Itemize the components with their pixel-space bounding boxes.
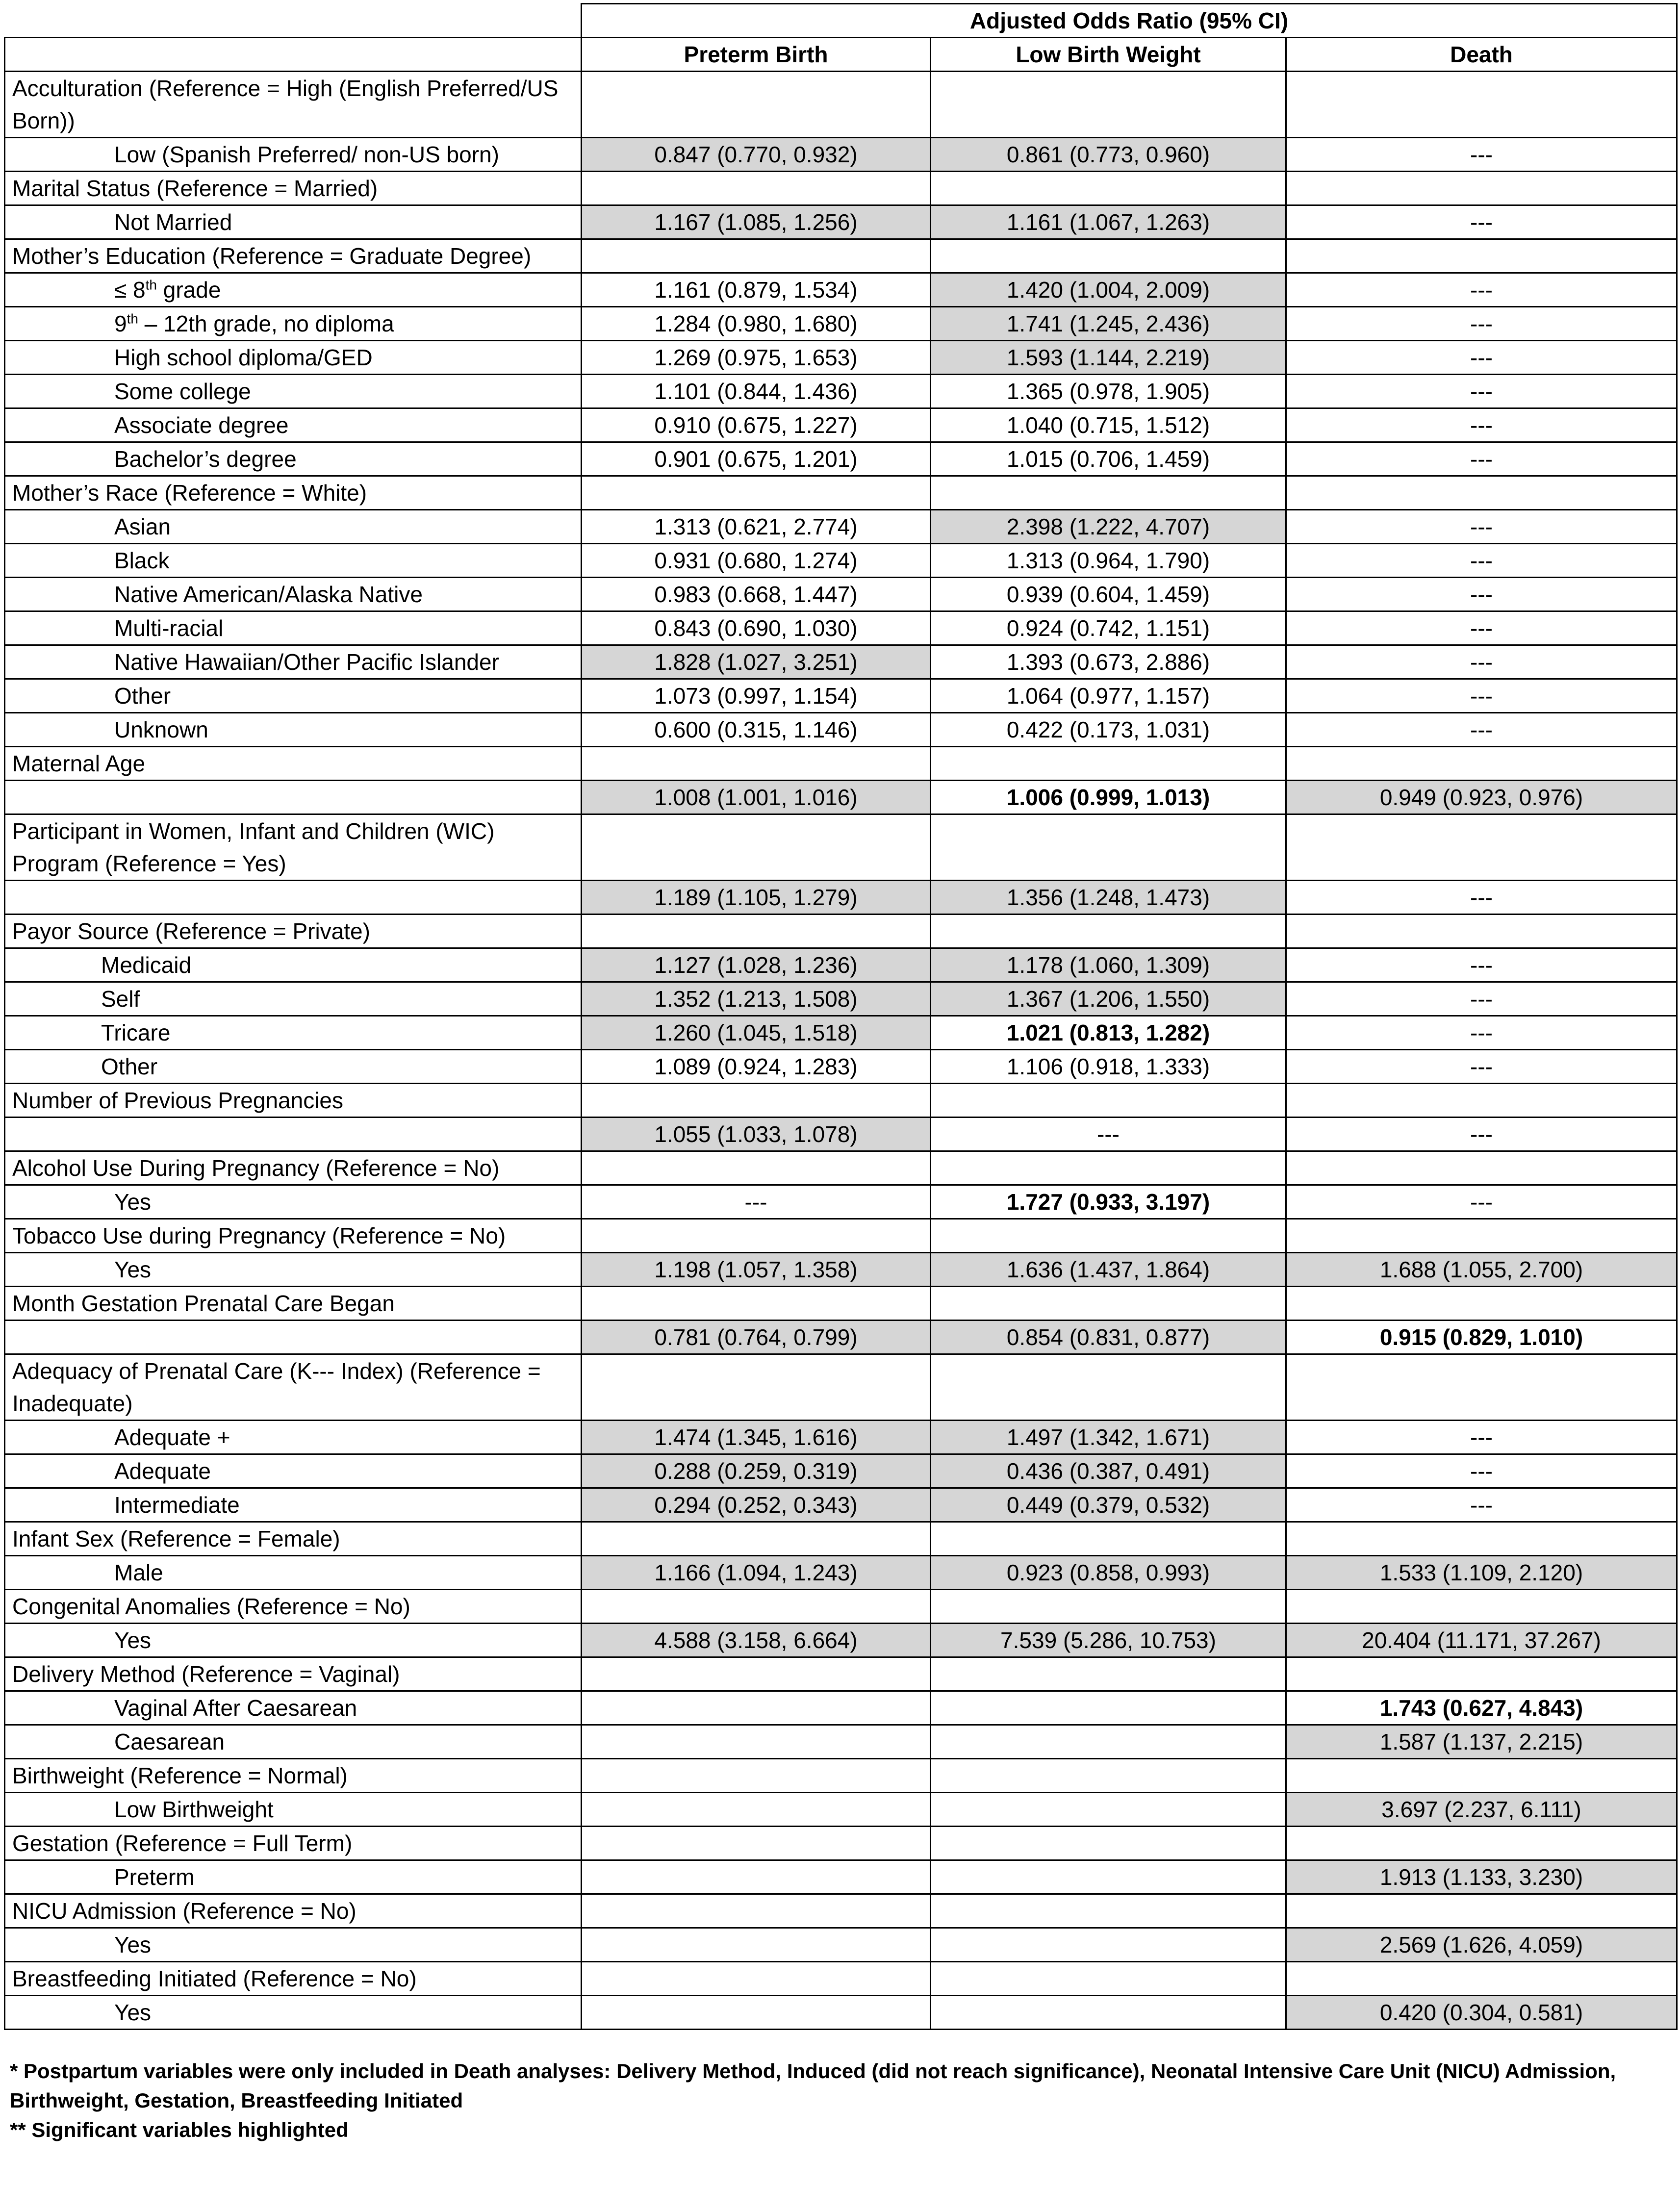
preterm-birth-value: 1.198 (1.057, 1.358): [582, 1253, 931, 1287]
table-row: [5, 1691, 1677, 1725]
low-birth-weight-value: [931, 1996, 1286, 2030]
variable-label: Other: [5, 1050, 582, 1084]
preterm-birth-value: [582, 476, 931, 510]
category-row: [5, 1354, 1677, 1421]
low-birth-weight-value: 1.178 (1.060, 1.309): [931, 948, 1286, 982]
death-value: ---: [1286, 1488, 1677, 1522]
low-birth-weight-value: [931, 1287, 1286, 1321]
death-value: [1286, 72, 1677, 138]
variable-label: Asian: [5, 510, 582, 544]
table-row: [5, 375, 1677, 408]
variable-label: Yes: [5, 1253, 582, 1287]
death-value: ---: [1286, 1421, 1677, 1454]
variable-label: [5, 1321, 582, 1354]
low-birth-weight-value: [931, 239, 1286, 273]
death-value: ---: [1286, 1050, 1677, 1084]
category-row: [5, 1522, 1677, 1556]
category-row: [5, 1287, 1677, 1321]
low-birth-weight-value: [931, 1793, 1286, 1827]
low-birth-weight-value: [931, 72, 1286, 138]
death-value: ---: [1286, 578, 1677, 611]
variable-label: Unknown: [5, 713, 582, 747]
header-group-row: [5, 4, 1677, 38]
preterm-birth-value: 1.189 (1.105, 1.279): [582, 881, 931, 915]
table-row: [5, 781, 1677, 814]
death-value: 1.913 (1.133, 3.230): [1286, 1860, 1677, 1894]
variable-label: Black: [5, 544, 582, 578]
preterm-birth-value: 1.161 (0.879, 1.534): [582, 273, 931, 307]
preterm-birth-value: [582, 239, 931, 273]
category-row: [5, 1827, 1677, 1860]
preterm-birth-value: 1.269 (0.975, 1.653): [582, 341, 931, 375]
low-birth-weight-value: 1.497 (1.342, 1.671): [931, 1421, 1286, 1454]
table-row: [5, 1253, 1677, 1287]
low-birth-weight-value: [931, 172, 1286, 205]
variable-label-tail: grade: [156, 277, 221, 303]
preterm-birth-value: 0.781 (0.764, 0.799): [582, 1321, 931, 1354]
low-birth-weight-value: 0.924 (0.742, 1.151): [931, 611, 1286, 645]
variable-label-text: 9: [114, 311, 127, 336]
category-row: [5, 1219, 1677, 1253]
preterm-birth-value: 1.089 (0.924, 1.283): [582, 1050, 931, 1084]
low-birth-weight-value: [931, 1725, 1286, 1759]
low-birth-weight-value: [931, 476, 1286, 510]
note-significance: ** Significant variables highlighted: [10, 2118, 349, 2141]
table-row: [5, 679, 1677, 713]
variable-label: Self: [5, 982, 582, 1016]
preterm-birth-value: 0.901 (0.675, 1.201): [582, 442, 931, 476]
variable-label-text: ≤ 8: [114, 277, 146, 303]
table-row: [5, 1016, 1677, 1050]
odds-ratio-table: [4, 3, 1678, 2030]
header-death: Death: [1286, 38, 1677, 72]
preterm-birth-value: 0.294 (0.252, 0.343): [582, 1488, 931, 1522]
variable-label-superscript: th: [127, 311, 138, 327]
variable-label: Caesarean: [5, 1725, 582, 1759]
table-row: [5, 273, 1677, 307]
category-row: [5, 1962, 1677, 1996]
table-row: [5, 1556, 1677, 1590]
preterm-birth-value: 1.127 (1.028, 1.236): [582, 948, 931, 982]
variable-label: High school diploma/GED: [5, 341, 582, 375]
preterm-birth-value: [582, 1725, 931, 1759]
note-postpartum: * Postpartum variables were only included in Death analyses: Delivery Method, Induced (did not reach significance), Neonatal Intensive Care Unit (NICU) Admission,: [10, 2059, 1616, 2083]
category-label: Maternal Age: [5, 747, 582, 781]
preterm-birth-value: [582, 814, 931, 881]
death-value: 1.587 (1.137, 2.215): [1286, 1725, 1677, 1759]
header-blank-cell: [5, 4, 582, 38]
low-birth-weight-value: 1.593 (1.144, 2.219): [931, 341, 1286, 375]
variable-label: Native American/Alaska Native: [5, 578, 582, 611]
preterm-birth-value: [582, 1590, 931, 1624]
category-row: [5, 1657, 1677, 1691]
preterm-birth-value: ---: [582, 1185, 931, 1219]
low-birth-weight-value: [931, 1962, 1286, 1996]
death-value: ---: [1286, 442, 1677, 476]
variable-label: [5, 881, 582, 915]
preterm-birth-value: [582, 1759, 931, 1793]
category-label: Delivery Method (Reference = Vaginal): [5, 1657, 582, 1691]
variable-label: Yes: [5, 1928, 582, 1962]
low-birth-weight-value: [931, 1860, 1286, 1894]
table-body: [5, 72, 1677, 2030]
category-row: [5, 1894, 1677, 1928]
preterm-birth-value: [582, 1691, 931, 1725]
low-birth-weight-value: 0.854 (0.831, 0.877): [931, 1321, 1286, 1354]
table-row: [5, 578, 1677, 611]
low-birth-weight-value: 0.422 (0.173, 1.031): [931, 713, 1286, 747]
variable-label: Vaginal After Caesarean: [5, 1691, 582, 1725]
table-row: [5, 510, 1677, 544]
preterm-birth-value: 1.167 (1.085, 1.256): [582, 205, 931, 239]
table-row: [5, 1050, 1677, 1084]
table-row: [5, 1725, 1677, 1759]
preterm-birth-value: 0.843 (0.690, 1.030): [582, 611, 931, 645]
preterm-birth-value: [582, 1657, 931, 1691]
low-birth-weight-value: 1.365 (0.978, 1.905): [931, 375, 1286, 408]
low-birth-weight-value: [931, 1827, 1286, 1860]
death-value: ---: [1286, 611, 1677, 645]
table-row: [5, 1624, 1677, 1657]
low-birth-weight-value: [931, 1522, 1286, 1556]
death-value: [1286, 1759, 1677, 1793]
table-row: [5, 645, 1677, 679]
variable-label: Native Hawaiian/Other Pacific Islander: [5, 645, 582, 679]
header-low-birth-weight: Low Birth Weight: [931, 38, 1286, 72]
death-value: [1286, 1151, 1677, 1185]
header-group-label: Adjusted Odds Ratio (95% CI): [582, 4, 1677, 38]
death-value: ---: [1286, 982, 1677, 1016]
table-row: [5, 307, 1677, 341]
table-row: [5, 1321, 1677, 1354]
death-value: [1286, 747, 1677, 781]
category-row: [5, 747, 1677, 781]
variable-label: [5, 781, 582, 814]
low-birth-weight-value: 1.040 (0.715, 1.512): [931, 408, 1286, 442]
variable-label: Intermediate: [5, 1488, 582, 1522]
low-birth-weight-value: 1.356 (1.248, 1.473): [931, 881, 1286, 915]
table-row: [5, 713, 1677, 747]
death-value: 0.949 (0.923, 0.976): [1286, 781, 1677, 814]
death-value: 1.688 (1.055, 2.700): [1286, 1253, 1677, 1287]
preterm-birth-value: 1.008 (1.001, 1.016): [582, 781, 931, 814]
death-value: ---: [1286, 881, 1677, 915]
low-birth-weight-value: [931, 1691, 1286, 1725]
preterm-birth-value: 0.600 (0.315, 1.146): [582, 713, 931, 747]
header-variable-cell: [5, 38, 582, 72]
preterm-birth-value: [582, 1522, 931, 1556]
low-birth-weight-value: [931, 747, 1286, 781]
preterm-birth-value: 0.983 (0.668, 1.447): [582, 578, 931, 611]
death-value: 1.533 (1.109, 2.120): [1286, 1556, 1677, 1590]
table-row: [5, 442, 1677, 476]
category-label: Acculturation (Reference = High (English Preferred/US Born)): [5, 72, 582, 138]
preterm-birth-value: [582, 1287, 931, 1321]
death-value: [1286, 1827, 1677, 1860]
death-value: 0.915 (0.829, 1.010): [1286, 1321, 1677, 1354]
low-birth-weight-value: 1.006 (0.999, 1.013): [931, 781, 1286, 814]
low-birth-weight-value: 0.939 (0.604, 1.459): [931, 578, 1286, 611]
low-birth-weight-value: 1.420 (1.004, 2.009): [931, 273, 1286, 307]
low-birth-weight-value: 1.393 (0.673, 2.886): [931, 645, 1286, 679]
category-label: Alcohol Use During Pregnancy (Reference = No): [5, 1151, 582, 1185]
preterm-birth-value: [582, 172, 931, 205]
table-row: [5, 205, 1677, 239]
preterm-birth-value: 1.055 (1.033, 1.078): [582, 1118, 931, 1151]
death-value: [1286, 1287, 1677, 1321]
preterm-birth-value: 1.101 (0.844, 1.436): [582, 375, 931, 408]
variable-label: Low (Spanish Preferred/ non-US born): [5, 138, 582, 172]
preterm-birth-value: [582, 1928, 931, 1962]
category-label: Adequacy of Prenatal Care (K--- Index) (Reference = Inadequate): [5, 1354, 582, 1421]
death-value: ---: [1286, 1185, 1677, 1219]
variable-label-superscript: th: [145, 277, 157, 293]
low-birth-weight-value: 1.015 (0.706, 1.459): [931, 442, 1286, 476]
death-value: 2.569 (1.626, 4.059): [1286, 1928, 1677, 1962]
low-birth-weight-value: 1.636 (1.437, 1.864): [931, 1253, 1286, 1287]
low-birth-weight-value: 0.449 (0.379, 0.532): [931, 1488, 1286, 1522]
category-label: Marital Status (Reference = Married): [5, 172, 582, 205]
table-row: [5, 881, 1677, 915]
variable-label: Adequate: [5, 1454, 582, 1488]
low-birth-weight-value: 2.398 (1.222, 4.707): [931, 510, 1286, 544]
preterm-birth-value: [582, 1996, 931, 2030]
death-value: [1286, 1354, 1677, 1421]
low-birth-weight-value: 1.367 (1.206, 1.550): [931, 982, 1286, 1016]
header-preterm-birth: Preterm Birth: [582, 38, 931, 72]
variable-label-tail: – 12th grade, no diploma: [138, 311, 394, 336]
preterm-birth-value: [582, 915, 931, 948]
death-value: 20.404 (11.171, 37.267): [1286, 1624, 1677, 1657]
table-notes: [10, 2057, 1667, 2145]
preterm-birth-value: 1.352 (1.213, 1.508): [582, 982, 931, 1016]
category-label: Number of Previous Pregnancies: [5, 1084, 582, 1118]
death-value: ---: [1286, 544, 1677, 578]
death-value: ---: [1286, 1016, 1677, 1050]
preterm-birth-value: [582, 72, 931, 138]
category-label: Infant Sex (Reference = Female): [5, 1522, 582, 1556]
preterm-birth-value: 0.847 (0.770, 0.932): [582, 138, 931, 172]
low-birth-weight-value: [931, 1084, 1286, 1118]
category-row: [5, 239, 1677, 273]
table-row: [5, 408, 1677, 442]
low-birth-weight-value: 7.539 (5.286, 10.753): [931, 1624, 1286, 1657]
death-value: ---: [1286, 713, 1677, 747]
death-value: ---: [1286, 408, 1677, 442]
death-value: 0.420 (0.304, 0.581): [1286, 1996, 1677, 2030]
preterm-birth-value: 1.166 (1.094, 1.243): [582, 1556, 931, 1590]
death-value: [1286, 1219, 1677, 1253]
table-row: [5, 982, 1677, 1016]
table-row: [5, 1118, 1677, 1151]
death-value: ---: [1286, 273, 1677, 307]
death-value: [1286, 814, 1677, 881]
low-birth-weight-value: [931, 1928, 1286, 1962]
category-label: Mother’s Race (Reference = White): [5, 476, 582, 510]
preterm-birth-value: 0.288 (0.259, 0.319): [582, 1454, 931, 1488]
table-row: [5, 138, 1677, 172]
preterm-birth-value: 1.284 (0.980, 1.680): [582, 307, 931, 341]
category-row: [5, 1590, 1677, 1624]
variable-label: [5, 307, 582, 341]
category-label: Month Gestation Prenatal Care Began: [5, 1287, 582, 1321]
death-value: 1.743 (0.627, 4.843): [1286, 1691, 1677, 1725]
variable-label: Bachelor’s degree: [5, 442, 582, 476]
low-birth-weight-value: [931, 915, 1286, 948]
category-label: Participant in Women, Infant and Children (WIC) Program (Reference = Yes): [5, 814, 582, 881]
preterm-birth-value: [582, 1151, 931, 1185]
preterm-birth-value: 1.073 (0.997, 1.154): [582, 679, 931, 713]
variable-label: Adequate +: [5, 1421, 582, 1454]
variable-label: [5, 273, 582, 307]
category-row: [5, 1084, 1677, 1118]
preterm-birth-value: [582, 1084, 931, 1118]
variable-label: Low Birthweight: [5, 1793, 582, 1827]
preterm-birth-value: [582, 1354, 931, 1421]
category-label: Tobacco Use during Pregnancy (Reference = No): [5, 1219, 582, 1253]
low-birth-weight-value: [931, 1657, 1286, 1691]
death-value: [1286, 1084, 1677, 1118]
table-row: [5, 1996, 1677, 2030]
variable-label: Multi-racial: [5, 611, 582, 645]
death-value: ---: [1286, 341, 1677, 375]
note-postpartum-continued: Birthweight, Gestation, Breastfeeding Initiated: [10, 2089, 463, 2112]
death-value: [1286, 476, 1677, 510]
low-birth-weight-value: 1.313 (0.964, 1.790): [931, 544, 1286, 578]
table-row: [5, 1185, 1677, 1219]
variable-label: Preterm: [5, 1860, 582, 1894]
table-row: [5, 1928, 1677, 1962]
preterm-birth-value: [582, 747, 931, 781]
low-birth-weight-value: 0.436 (0.387, 0.491): [931, 1454, 1286, 1488]
preterm-birth-value: 1.313 (0.621, 2.774): [582, 510, 931, 544]
preterm-birth-value: [582, 1793, 931, 1827]
death-value: ---: [1286, 307, 1677, 341]
death-value: [1286, 1657, 1677, 1691]
low-birth-weight-value: 0.861 (0.773, 0.960): [931, 138, 1286, 172]
low-birth-weight-value: 1.727 (0.933, 3.197): [931, 1185, 1286, 1219]
death-value: [1286, 172, 1677, 205]
death-value: [1286, 1894, 1677, 1928]
death-value: ---: [1286, 948, 1677, 982]
header-columns-row: [5, 38, 1677, 72]
category-label: Gestation (Reference = Full Term): [5, 1827, 582, 1860]
table-row: [5, 948, 1677, 982]
variable-label: Not Married: [5, 205, 582, 239]
category-row: [5, 1759, 1677, 1793]
variable-label: Other: [5, 679, 582, 713]
low-birth-weight-value: [931, 1894, 1286, 1928]
category-row: [5, 476, 1677, 510]
variable-label: Tricare: [5, 1016, 582, 1050]
category-label: Breastfeeding Initiated (Reference = No): [5, 1962, 582, 1996]
preterm-birth-value: 0.910 (0.675, 1.227): [582, 408, 931, 442]
death-value: [1286, 239, 1677, 273]
category-label: NICU Admission (Reference = No): [5, 1894, 582, 1928]
death-value: ---: [1286, 1454, 1677, 1488]
low-birth-weight-value: [931, 1151, 1286, 1185]
death-value: [1286, 1522, 1677, 1556]
preterm-birth-value: 1.828 (1.027, 3.251): [582, 645, 931, 679]
table-row: [5, 1488, 1677, 1522]
table-row: [5, 341, 1677, 375]
category-row: [5, 1151, 1677, 1185]
category-row: [5, 72, 1677, 138]
category-label: Payor Source (Reference = Private): [5, 915, 582, 948]
category-row: [5, 814, 1677, 881]
category-row: [5, 172, 1677, 205]
low-birth-weight-value: ---: [931, 1118, 1286, 1151]
death-value: ---: [1286, 138, 1677, 172]
category-row: [5, 915, 1677, 948]
variable-label: [5, 1118, 582, 1151]
preterm-birth-value: 0.931 (0.680, 1.274): [582, 544, 931, 578]
death-value: [1286, 915, 1677, 948]
table-row: [5, 544, 1677, 578]
preterm-birth-value: 1.474 (1.345, 1.616): [582, 1421, 931, 1454]
variable-label: Yes: [5, 1624, 582, 1657]
death-value: [1286, 1590, 1677, 1624]
preterm-birth-value: [582, 1219, 931, 1253]
low-birth-weight-value: [931, 1590, 1286, 1624]
table-row: [5, 1793, 1677, 1827]
variable-label: Associate degree: [5, 408, 582, 442]
death-value: ---: [1286, 645, 1677, 679]
death-value: 3.697 (2.237, 6.111): [1286, 1793, 1677, 1827]
preterm-birth-value: 4.588 (3.158, 6.664): [582, 1624, 931, 1657]
low-birth-weight-value: [931, 1219, 1286, 1253]
variable-label: Yes: [5, 1996, 582, 2030]
preterm-birth-value: [582, 1860, 931, 1894]
table-row: [5, 1421, 1677, 1454]
low-birth-weight-value: [931, 1759, 1286, 1793]
low-birth-weight-value: 1.021 (0.813, 1.282): [931, 1016, 1286, 1050]
preterm-birth-value: [582, 1962, 931, 1996]
variable-label: Medicaid: [5, 948, 582, 982]
low-birth-weight-value: 1.741 (1.245, 2.436): [931, 307, 1286, 341]
death-value: ---: [1286, 1118, 1677, 1151]
low-birth-weight-value: 1.106 (0.918, 1.333): [931, 1050, 1286, 1084]
death-value: [1286, 1962, 1677, 1996]
table-row: [5, 1860, 1677, 1894]
category-label: Mother’s Education (Reference = Graduate Degree): [5, 239, 582, 273]
death-value: ---: [1286, 679, 1677, 713]
low-birth-weight-value: 0.923 (0.858, 0.993): [931, 1556, 1286, 1590]
preterm-birth-value: 1.260 (1.045, 1.518): [582, 1016, 931, 1050]
death-value: ---: [1286, 205, 1677, 239]
preterm-birth-value: [582, 1894, 931, 1928]
low-birth-weight-value: 1.064 (0.977, 1.157): [931, 679, 1286, 713]
low-birth-weight-value: [931, 1354, 1286, 1421]
category-label: Congenital Anomalies (Reference = No): [5, 1590, 582, 1624]
low-birth-weight-value: [931, 814, 1286, 881]
preterm-birth-value: [582, 1827, 931, 1860]
variable-label: Some college: [5, 375, 582, 408]
table-row: [5, 611, 1677, 645]
category-label: Birthweight (Reference = Normal): [5, 1759, 582, 1793]
death-value: ---: [1286, 375, 1677, 408]
variable-label: Yes: [5, 1185, 582, 1219]
table-row: [5, 1454, 1677, 1488]
variable-label: Male: [5, 1556, 582, 1590]
low-birth-weight-value: 1.161 (1.067, 1.263): [931, 205, 1286, 239]
death-value: ---: [1286, 510, 1677, 544]
